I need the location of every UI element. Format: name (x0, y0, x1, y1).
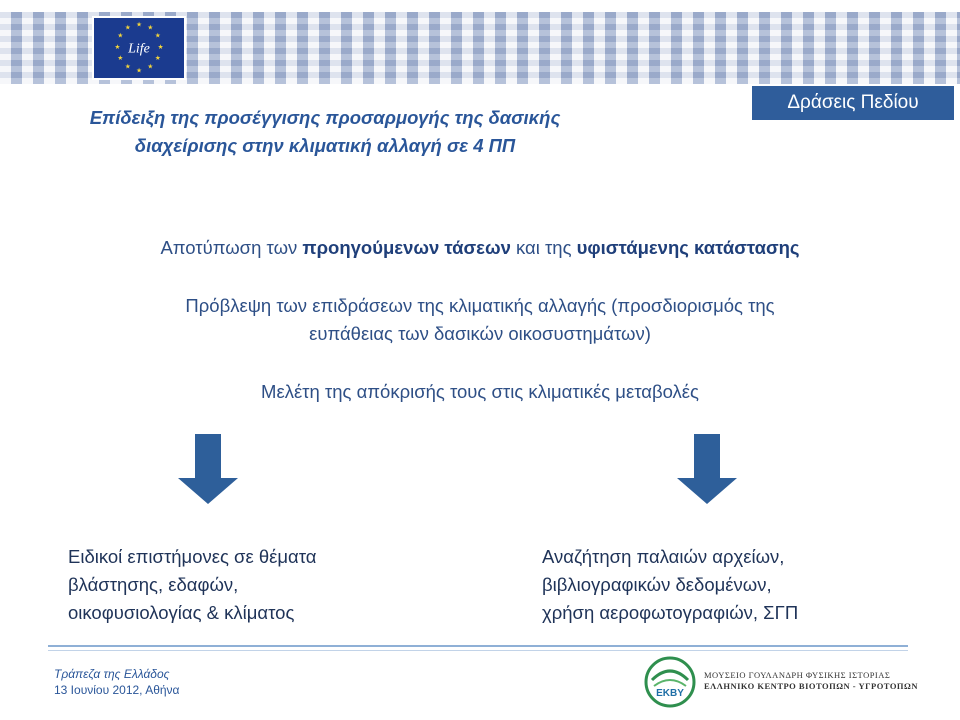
point-1-highlight-b: υφιστάμενης κατάστασης (576, 237, 800, 258)
svg-text:★: ★ (154, 32, 161, 40)
life-logo-text: Life (128, 40, 150, 57)
footer-org-line2: ΕΛΛΗΝΙΚΟ ΚΕΝΤΡΟ ΒΙΟΤΟΠΩΝ - ΥΓΡΟΤΟΠΩΝ (704, 681, 918, 691)
point-1 (0, 234, 960, 262)
svg-text:★: ★ (147, 63, 154, 71)
svg-text:★: ★ (136, 21, 142, 29)
svg-text:★: ★ (124, 63, 131, 71)
footer-divider-thin (48, 650, 908, 651)
ekby-logo-text: EKBY (656, 688, 684, 699)
point-2-line2: ευπάθειας των δασικών οικοσυστημάτων) (309, 323, 651, 344)
point-1-text-a: Αποτύπωση των (160, 237, 303, 258)
svg-text:★: ★ (157, 43, 164, 51)
svg-text:★: ★ (117, 32, 124, 40)
eu-stars-icon (94, 18, 184, 78)
footer-divider (48, 645, 908, 647)
svg-text:★: ★ (154, 55, 161, 63)
svg-text:★: ★ (124, 24, 131, 32)
section-tag: Δράσεις Πεδίου (752, 86, 954, 120)
point-1-highlight-a: προηγούμενων τάσεων (302, 237, 511, 258)
left-column-text (68, 543, 317, 627)
footer-event-info (54, 666, 179, 698)
footer-organization (704, 670, 918, 692)
svg-text:★: ★ (117, 55, 124, 63)
arrow-down-left-icon (178, 434, 238, 504)
svg-text:★: ★ (136, 67, 142, 75)
point-2-line1: Πρόβλεψη των επιδράσεων της κλιματικής αλλαγής (προσδιορισμός της (185, 295, 775, 316)
right-column-text (542, 543, 798, 627)
left-column-line1: Ειδικοί επιστήμονες σε θέματα (68, 546, 317, 567)
left-column-line2: βλάστησης, εδαφών, (68, 574, 239, 595)
right-column-line2: βιβλιογραφικών δεδομένων, (542, 574, 772, 595)
point-3: Μελέτη της απόκρισής τους στις κλιματικές μεταβολές (261, 381, 699, 402)
right-column-line1: Αναζήτηση παλαιών αρχείων, (542, 546, 785, 567)
slide-title-line2: διαχείρισης στην κλιματική αλλαγή σε 4 ΠΠ (134, 135, 516, 156)
footer-venue: Τράπεζα της Ελλάδος (54, 667, 170, 681)
slide-title-line1: Επίδειξη της προσέγγισης προσαρμογής της δασικής (89, 107, 561, 128)
svg-text:★: ★ (147, 24, 154, 32)
arrow-down-right-icon (677, 434, 737, 504)
life-logo (92, 16, 186, 80)
point-1-text-b: και της (510, 237, 577, 258)
svg-text:★: ★ (114, 43, 121, 51)
ekby-logo (644, 656, 696, 708)
left-column-line3: οικοφυσιολογίας & κλίματος (68, 602, 295, 623)
right-column-line3: χρήση αεροφωτογραφιών, ΣΓΠ (542, 602, 799, 623)
slide-title (0, 104, 650, 160)
footer-date-place: 13 Ιουνίου 2012, Αθήνα (54, 683, 180, 697)
footer-org-line1: ΜΟΥΣΕΙΟ ΓΟΥΛΑΝΔΡΗ ΦΥΣΙΚΗΣ ΙΣΤΟΡΙΑΣ (704, 670, 891, 680)
